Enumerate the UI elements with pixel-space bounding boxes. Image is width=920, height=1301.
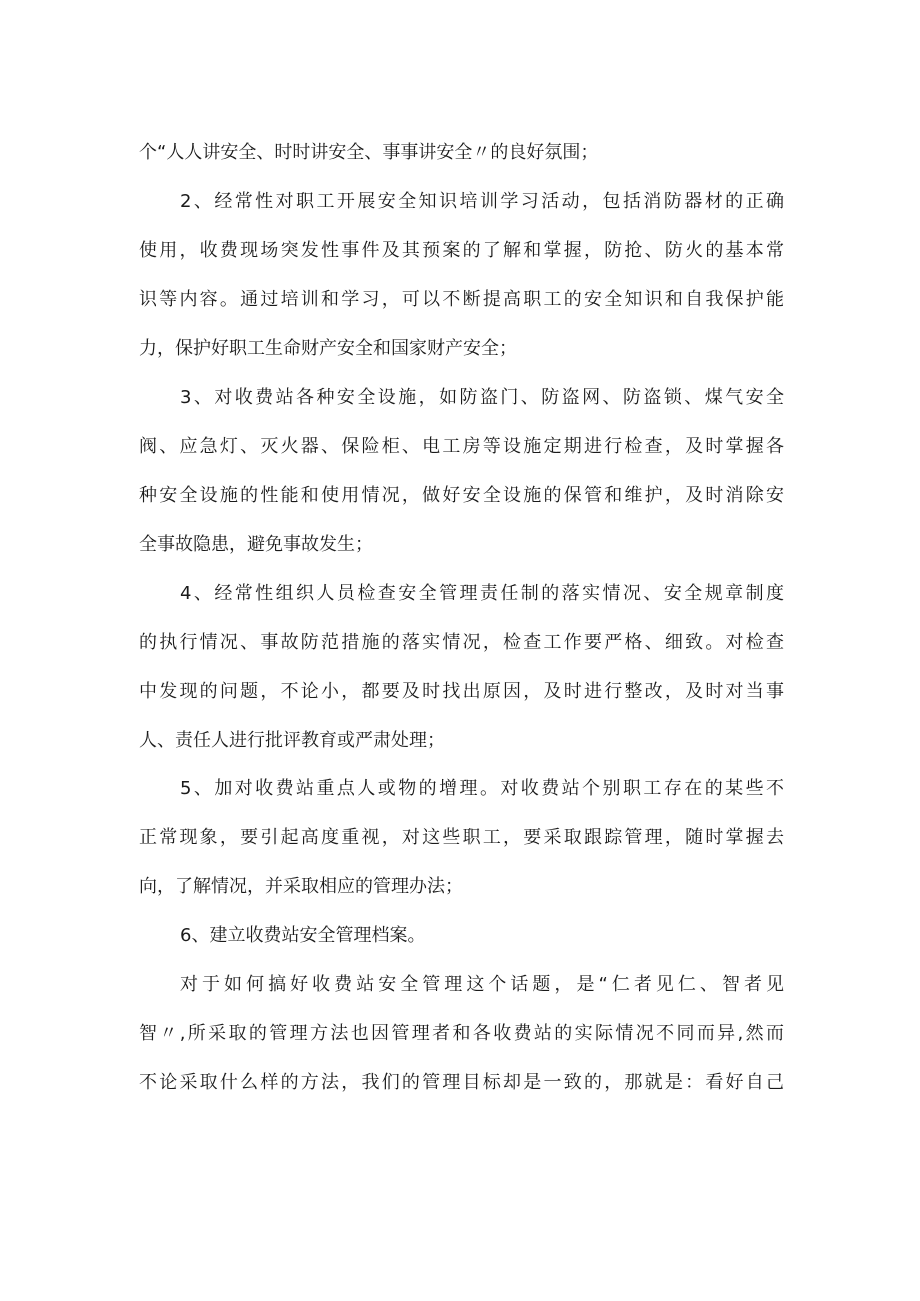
text-line: 5、加对收费站重点人或物的增理。对收费站个别职工存在的某些不 — [180, 778, 784, 799]
text-line: 识等内容。通过培训和学习，可以不断提高职工的安全知识和自我保护能 — [139, 289, 784, 310]
text-line: 中发现的问题，不论小，都要及时找出原因，及时进行整改，及时对当事 — [139, 681, 784, 702]
text-line: 阀、应急灯、灭火器、保险柜、电工房等设施定期进行检查，及时掌握各 — [139, 436, 784, 457]
text-line: 6、建立收费站安全管理档案。 — [180, 925, 426, 946]
text-line: 全事故隐患，避免事故发生； — [139, 534, 373, 555]
text-line: 向，了解情况，并采取相应的管理办法； — [139, 876, 463, 897]
text-line: 种安全设施的性能和使用情况，做好安全设施的保管和维护，及时消除安 — [139, 485, 784, 506]
text-line: 力，保护好职工生命财产安全和国家财产安全； — [139, 338, 517, 359]
text-line: 正常现象，要引起高度重视，对这些职工，要采取跟踪管理，随时掌握去 — [139, 827, 784, 848]
text-line: 使用，收费现场突发性事件及其预案的了解和掌握，防抢、防火的基本常 — [139, 240, 784, 261]
text-line: 个“人人讲安全、时时讲安全、事事讲安全〃的良好氛围； — [139, 142, 599, 163]
text-line: 智〃,所采取的管理方法也因管理者和各收费站的实际情况不同而异,然而 — [139, 1023, 784, 1044]
text-line: 3、对收费站各种安全设施，如防盗门、防盗网、防盗锁、煤气安全 — [180, 387, 784, 408]
text-line: 不论采取什么样的方法，我们的管理目标却是一致的，那就是：看好自己 — [139, 1072, 784, 1093]
text-line: 4、经常性组织人员检查安全管理责任制的落实情况、安全规章制度 — [180, 583, 784, 604]
text-line: 2、经常性对职工开展安全知识培训学习活动，包括消防器材的正确 — [180, 191, 784, 212]
text-line: 人、责任人进行批评教育或严肃处理； — [139, 730, 445, 751]
text-line: 的执行情况、事故防范措施的落实情况，检查工作要严格、细致。对检查 — [139, 632, 784, 653]
text-line: 对于如何搞好收费站安全管理这个话题，是“仁者见仁、智者见 — [180, 974, 784, 995]
